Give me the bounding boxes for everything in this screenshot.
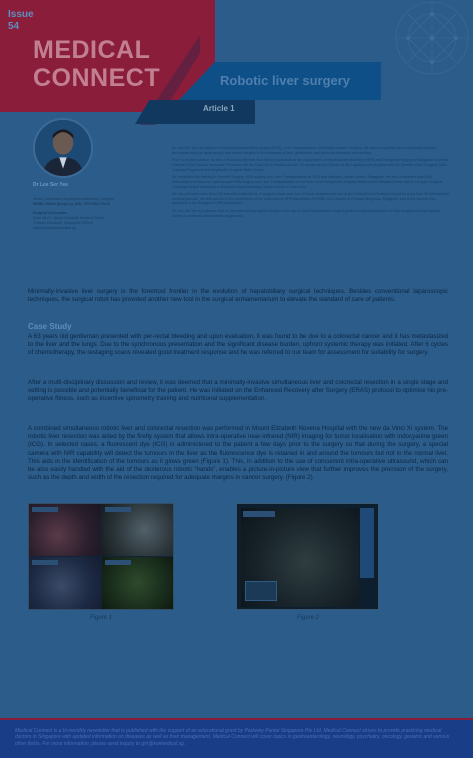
article-label-bar: [135, 100, 255, 124]
section-title: Robotic liver surgery: [220, 73, 351, 88]
case-text-3: A combined simultaneous robotic liver and colorectal resection was performed in Mount Elizabeth Novena Hospital with the new da Vinci Xi system. The robotic liver resection was aided by the firefly system that allows intra-operative near-infrared (NIR) imaging for tumor localisation with indocyanine green (ICG). In selected cases, a fluorescent dye (ICG) is administered to the patient a few days prior to the surgery so that during the surgery, a special camera with NIR capability will detect the tumours in the liver as the fluorescence dye is retained in and around the tumours but not in the normal liver. This aids in the identification of the tumours as it glows green (Figure 1). This, in addition to the use of concurrent intra-operative ultrasound, which can be also easily handled with the aid of the dexterous robotic “hands”, enables a picture-in-picture view that further improves the precision of the surgery, such as the depth and width of the resection required for adequate margins in cancer surgery. (Figure 2): [28, 425, 448, 482]
issue-number: 54: [8, 21, 20, 32]
bio-paragraph: He has authored more than 140 scientific publications, 4 surgical books and over 10 book chapters and sits on the Editorial and Reviewer Board for more than 30 international medical journals. He also serves in the committees of the International HPB Association (IHPBA), the Chapter of General Surgeons, Singapore and is the current Vice-president of the Singapore HPB Association.: [172, 191, 449, 206]
footer-text: Medical Connect is a bi-monthly newsletter that is published with the support of an educational grant by Parkway Pantai Singapore Pte Ltd. Medical Connect strives to provide practicing medical doctors in Singapore with updated information on diseases as well as their management. Medical Connect will cover topics in gastroenterology, neurology, psychiatry, oncology, geriatric and various other fields. For more information, please send inquiry to gm@kaimedical.sg.: [15, 728, 450, 747]
figure-1-image: [28, 503, 174, 610]
magazine-title: [33, 36, 160, 92]
practice-website-link[interactable]: www.surgicalassociates.sg: [33, 226, 76, 230]
bio-paragraph: He completed his training in General Surgery, HPB surgery and Liver Transplantation at SGH and National Cancer Centre, Singapore. He also completed dual USA fellowships in Advanced Laparoscopic HPB surgery and Liver Transplantation at the New York Presbyterian Hospital-Weill Cornell Medical Center and a Complex Surgical Oncology clinical fellowship at Memorial Sloan Kettering Cancer Center in New York.: [172, 174, 443, 189]
case-paragraph-3: [28, 425, 448, 482]
bio-paragraph: Dr. Lee Ser Yee is a pioneer and an international key-opinion leader in the use of novel fluorescence imaged-guided surgical techniques for liver surgery and has spoken widely in numerous international congresses.: [172, 208, 440, 218]
figure-2-sidebar: [360, 508, 374, 578]
author-photo: [33, 118, 93, 178]
author-portrait-icon: [35, 120, 91, 176]
case-text-1: A 63 years old gentleman presented with per-rectal bleeding and upon evaluation, it was found to be due to a colorectal cancer and it has metastasized to the liver and the lungs. Due to the synchronous presentation and the significant disease burden, upfront systemic therapy was initiated. After 6 cycles of chemotherapy, the restaging scans revealed good treatment response and he was referred to our team for assessment for suitability for surgery.: [28, 333, 448, 357]
figure-2-label: [243, 511, 275, 517]
address-line1: Suite 08-07, Mount Elizabeth Medical Centre: [33, 216, 105, 220]
figure-2-inset: [245, 581, 277, 601]
author-credentials: MBBS, MMed (Surgery), MSc, FRCSEd, FACS: [33, 202, 111, 206]
figure-1-panel: [29, 557, 101, 609]
magazine-title-line1: MEDICAL: [33, 36, 151, 64]
issue-label: Issue: [8, 9, 34, 20]
intro-paragraph: [28, 288, 448, 304]
address-line2: 3 Mount Elizabeth, Singapore 228510: [33, 221, 94, 225]
footer: [0, 718, 473, 758]
bio-paragraph: Prior to private practice, he was a Founding Member and Senior Consultant at the Department of Hepatopancreatobiliary (HPB) and Transplant Surgery at Singapore General Hospital (SGH) and an Associate Professor with the Duke-NUS medical school. He served as the Director of the Laparoscopic program and the Director of the Surgical Skills Training Program at the SingHealth Surgical Skills Centre.: [172, 158, 449, 172]
practice-name: Surgical Associates: [33, 211, 68, 215]
case-text-2: After a multi-disciplinary discussion and review, it was deemed that a minimally-invasive simultaneous liver and colorectal resection in a single stage and setting is possible and potentially beneficial for the patient. He was initiated on the Enhanced Recovery after Surgery (ERAS) protocol to optimise his pre-operative fitness, such as incentive spirometry training and nutritional supplementation.: [28, 379, 448, 403]
article-label: Article 1: [203, 104, 235, 113]
figure-2-caption: Figure 2: [297, 615, 320, 621]
magazine-title-line2: CONNECT: [33, 64, 161, 92]
figure-1-panel: [102, 557, 174, 609]
figure-1-panel: [102, 504, 174, 556]
figure-1-caption: Figure 1: [90, 615, 113, 621]
figure-2-image: [236, 503, 379, 610]
author-title: Senior Consultant Hepatopancreatobiliary Surgeon: [33, 197, 115, 201]
case-paragraph-2: [28, 379, 448, 404]
author-details: [33, 197, 163, 231]
intro-text: Minimally-invasive liver surgery is the foremost frontier in the evolution of hepatobiliary surgical techniques. Besides conventional laparoscopic techniques, the surgical robot has provided another new tool in the surgical armamentarium to elevate the standard of care of patients.: [28, 288, 448, 304]
case-paragraph-1: [28, 333, 448, 358]
bio-paragraph: Dr. Lee Ser Yee specialises in Hepatopancreatobiliary surgery (HPB), Liver Transplantation, Minimally-Invasive Surgery. His area of expertise lies in minimally invasive techniques such as laparoscopic and robotic surgery in the treatment of liver, gallbladder and pancreas diseases and cancers.: [172, 146, 437, 155]
case-study-heading: Case Study: [28, 322, 72, 331]
author-name: Dr Lee Ser Yee: [33, 182, 68, 188]
figure-1-panel: [29, 504, 101, 556]
author-bio: [172, 146, 450, 221]
network-globe-icon: [370, 0, 473, 100]
issue-badge: [8, 9, 34, 33]
